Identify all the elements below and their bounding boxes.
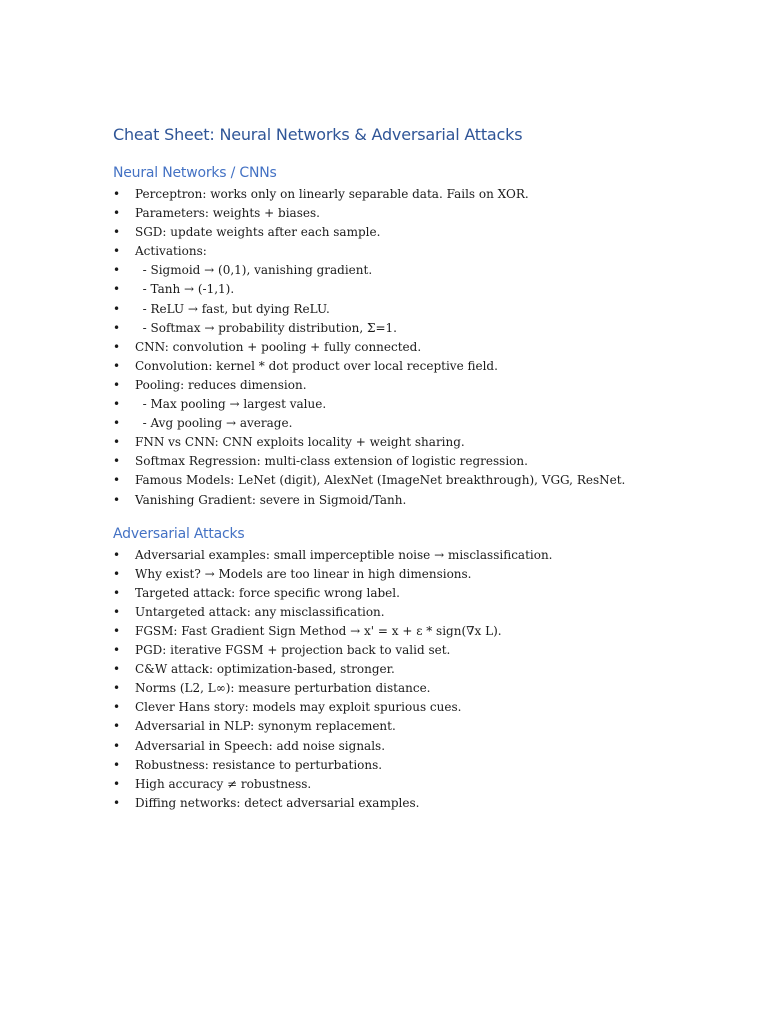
bullet-icon: • — [113, 435, 121, 450]
list-item-text: Famous Models: LeNet (digit), AlexNet (ImageNet breakthrough), VGG, ResNet. — [135, 473, 626, 488]
bullet-icon: • — [113, 719, 121, 734]
list-item-text: Adversarial examples: small imperceptible noise → misclassification. — [135, 547, 553, 562]
list-item — [113, 319, 733, 338]
list-item — [113, 204, 733, 223]
bullet-icon: • — [113, 301, 121, 316]
list-item — [113, 261, 733, 280]
bullet-icon: • — [113, 263, 121, 278]
bullet-icon: • — [113, 681, 121, 696]
bullet-icon: • — [113, 377, 121, 392]
list-item-text: Untargeted attack: any misclassification. — [135, 604, 385, 619]
list-item — [113, 300, 733, 319]
bullet-icon: • — [113, 604, 121, 619]
list-item — [113, 717, 733, 736]
bullet-icon: • — [113, 454, 121, 469]
list-item-text: SGD: update weights after each sample. — [135, 225, 381, 240]
bullet-icon: • — [113, 473, 121, 488]
list-item — [113, 756, 733, 775]
bullet-icon: • — [113, 320, 121, 335]
section-heading-adversarial-attacks: Adversarial Attacks — [113, 525, 245, 542]
list-item — [113, 242, 733, 261]
bullet-icon: • — [113, 492, 121, 507]
list-item-text: Adversarial in NLP: synonym replacement. — [135, 719, 396, 734]
list-item — [113, 794, 733, 813]
bullet-icon: • — [113, 662, 121, 677]
list-item — [113, 433, 733, 452]
list-item — [113, 395, 733, 414]
list-item — [113, 452, 733, 471]
bullet-icon: • — [113, 738, 121, 753]
list-item — [113, 737, 733, 756]
list-item-text: Convolution: kernel * dot product over local receptive field. — [135, 358, 498, 373]
list-item-text: Robustness: resistance to perturbations. — [135, 757, 383, 772]
list-item-text: Norms (L2, L∞): measure perturbation distance. — [135, 681, 431, 696]
list-item-text: Clever Hans story: models may exploit spurious cues. — [135, 700, 462, 715]
list-item-text: CNN: convolution + pooling + fully connected. — [135, 339, 422, 354]
list-item — [113, 376, 733, 395]
section-heading-neural-networks: Neural Networks / CNNs — [113, 165, 277, 181]
bullet-icon: • — [113, 397, 121, 412]
list-item-text: Why exist? → Models are too linear in high dimensions. — [135, 566, 472, 581]
list-item — [113, 565, 733, 584]
bullet-icon: • — [113, 795, 121, 810]
list-item — [113, 546, 733, 565]
list-item — [113, 698, 733, 717]
adversarial-attacks-list — [113, 546, 733, 813]
bullet-icon: • — [113, 566, 121, 581]
list-item — [113, 679, 733, 698]
list-item-text: - ReLU → fast, but dying ReLU. — [135, 301, 330, 316]
list-item — [113, 641, 733, 660]
bullet-icon: • — [113, 225, 121, 240]
list-item — [113, 491, 733, 510]
bullet-icon: • — [113, 700, 121, 715]
list-item-text: - Tanh → (-1,1). — [135, 282, 235, 297]
list-item — [113, 185, 733, 204]
list-item-text: Vanishing Gradient: severe in Sigmoid/Tanh. — [135, 492, 407, 507]
bullet-icon: • — [113, 416, 121, 431]
list-item-text: Targeted attack: force specific wrong label. — [135, 585, 400, 600]
list-item — [113, 660, 733, 679]
bullet-icon: • — [113, 358, 121, 373]
bullet-icon: • — [113, 282, 121, 297]
list-item — [113, 414, 733, 433]
list-item — [113, 338, 733, 357]
list-item-text: FNN vs CNN: CNN exploits locality + weight sharing. — [135, 435, 465, 450]
list-item-text: C&W attack: optimization-based, stronger. — [135, 662, 395, 677]
bullet-icon: • — [113, 623, 121, 638]
list-item — [113, 223, 733, 242]
bullet-icon: • — [113, 187, 121, 201]
list-item — [113, 622, 733, 641]
list-item-text: FGSM: Fast Gradient Sign Method → x' = x + ε * sign(∇x L). — [135, 623, 502, 638]
neural-networks-list — [113, 185, 733, 510]
list-item-text: Parameters: weights + biases. — [135, 206, 320, 221]
list-item — [113, 471, 733, 490]
list-item — [113, 603, 733, 622]
list-item-text: Adversarial in Speech: add noise signals. — [135, 738, 386, 753]
list-item — [113, 775, 733, 794]
list-item-text: - Softmax → probability distribution, Σ=1. — [135, 320, 397, 335]
list-item-text: Softmax Regression: multi-class extension of logistic regression. — [135, 454, 528, 469]
list-item-text: Pooling: reduces dimension. — [135, 377, 307, 392]
list-item — [113, 357, 733, 376]
document-page — [113, 122, 733, 813]
bullet-icon: • — [113, 585, 121, 600]
list-item-text: - Sigmoid → (0,1), vanishing gradient. — [135, 263, 373, 278]
bullet-icon: • — [113, 776, 121, 791]
list-item-text: - Avg pooling → average. — [135, 416, 293, 431]
list-item — [113, 584, 733, 603]
list-item-text: Activations: — [135, 244, 207, 259]
bullet-icon: • — [113, 757, 121, 772]
list-item-text: Diffing networks: detect adversarial examples. — [135, 795, 420, 810]
list-item-text: PGD: iterative FGSM + projection back to valid set. — [135, 643, 451, 658]
bullet-icon: • — [113, 206, 121, 221]
bullet-icon: • — [113, 244, 121, 259]
bullet-icon: • — [113, 339, 121, 354]
list-item-text: - Max pooling → largest value. — [135, 397, 327, 412]
list-item-text: High accuracy ≠ robustness. — [135, 776, 312, 791]
document-title: Cheat Sheet: Neural Networks & Adversarial Attacks — [113, 125, 523, 144]
list-item-text: Perceptron: works only on linearly separable data. Fails on XOR. — [135, 187, 529, 201]
list-item — [113, 280, 733, 299]
bullet-icon: • — [113, 547, 121, 562]
bullet-icon: • — [113, 643, 121, 658]
